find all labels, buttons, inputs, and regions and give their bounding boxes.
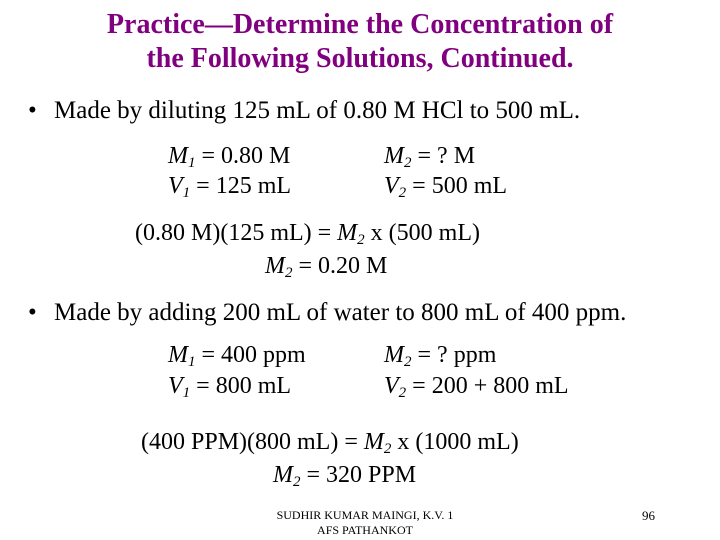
problem-1-equation: (0.80 M)(125 $mL) = M_2$ x (500 mL) [135,220,480,248]
problem-2-equation: (400 PPM)(800 $mL) = M_2$ x (1000 mL) [141,429,519,457]
bullet-icon: • [28,97,37,124]
problem-1-m2: $M_2$ = ? M [384,143,476,171]
title-line-2: the Following Solutions, Continued. [146,43,574,74]
problem-2-m2: $M_2$ = ? ppm [384,342,497,370]
problem-2-m1: $M_1 = 400$ ppm [168,342,306,370]
slide-title [0,8,720,76]
problem-1-text: Made by diluting 125 mL of 0.80 M HCl to 500 mL. [54,97,581,124]
problem-2-result: $M_2 = 320$ PPM [273,462,417,490]
footer-line-2: AFS PATHANKOT [317,523,413,537]
footer-line-1: SUDHIR KUMAR MAINGI, K.V. 1 [276,508,454,522]
problem-1-v2: $V_2 = 500$ mL [384,173,508,201]
problem-1-m1: $M_1 = 0.80$ M [168,143,291,171]
bullet-icon: • [28,299,37,326]
problem-1-v1: $V_1 = 125$ mL [168,173,292,201]
footer-author [240,508,490,538]
problem-2-v1: $V_1 = 800$ mL [168,373,292,401]
page-number: 96 [642,508,655,523]
problem-2-text: Made by adding 200 mL of water to 800 mL of 400 ppm. [54,299,627,326]
problem-2-v2: $V_2 = 200 + 800$ mL [384,373,569,401]
problem-1-result: $M_2 = 0.20$ M [265,253,388,281]
problem-2-statement [28,298,626,328]
problem-1-statement [28,96,580,126]
title-line-1: Practice—Determine the Concentration of [106,9,614,40]
